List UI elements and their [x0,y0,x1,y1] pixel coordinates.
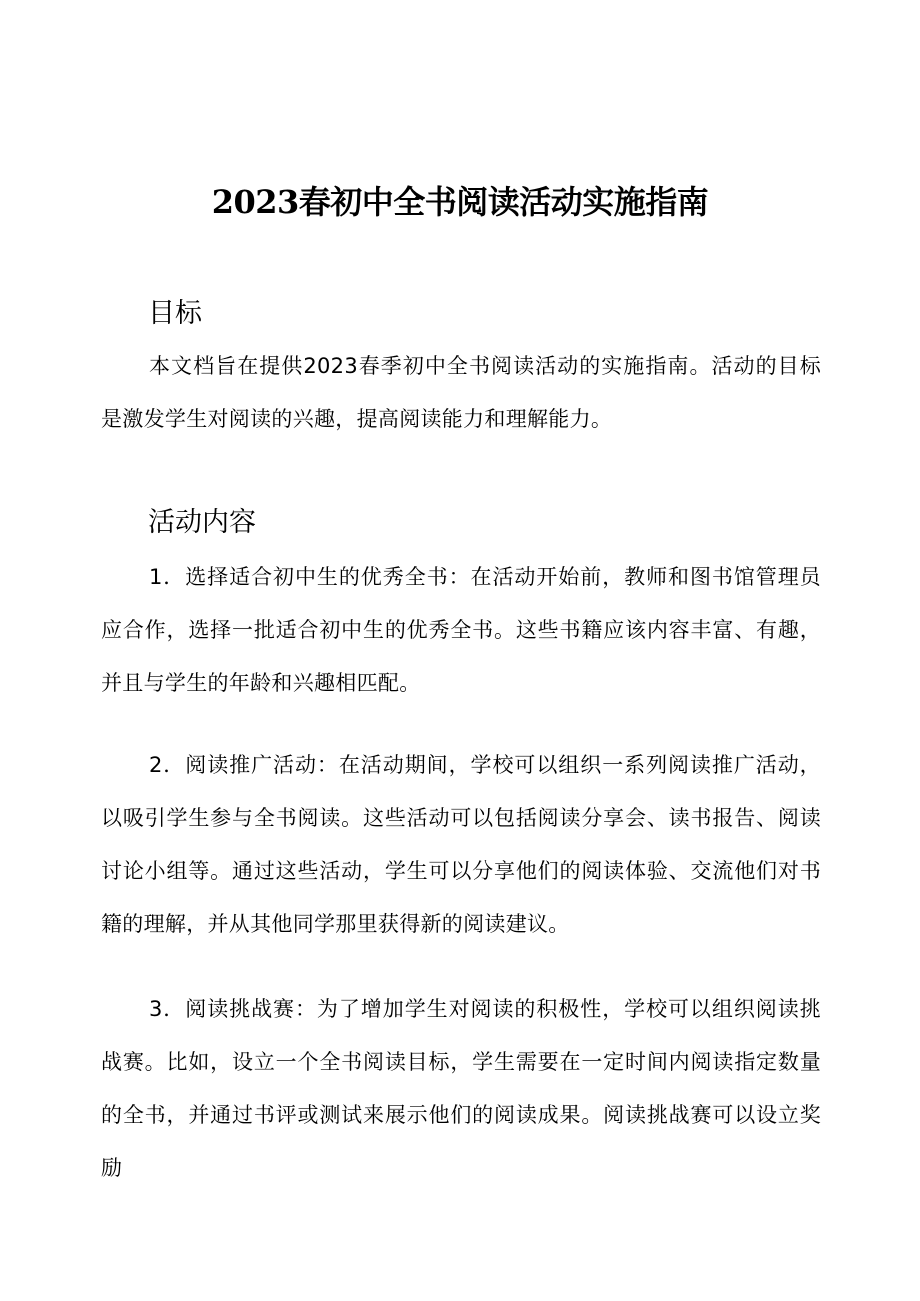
goal-paragraph: 本文档旨在提供2023春季初中全书阅读活动的实施指南。活动的目标是激发学生对阅读的兴趣，提高阅读能力和理解能力。 [101,354,821,431]
activity-item-1: 1．选择适合初中生的优秀全书：在活动开始前，教师和图书馆管理员应合作，选择一批适合初中生的优秀全书。这些书籍应该内容丰富、有趣，并且与学生的年龄和兴趣相匹配。 [101,565,821,695]
document-title: 2023春初中全书阅读活动实施指南 [211,183,709,221]
section-heading-activities: 活动内容 [148,507,256,538]
section-heading-goal: 目标 [148,298,202,329]
activity-item-2: 2．阅读推广活动：在活动期间，学校可以组织一系列阅读推广活动，以吸引学生参与全书阅读。这些活动可以包括阅读分享会、读书报告、阅读讨论小组等。通过这些活动，学生可以分享他们的阅读体验、交流他们对书籍的理解，并从其他同学那里获得新的阅读建议。 [101,753,821,936]
activity-item-3: 3．阅读挑战赛：为了增加学生对阅读的积极性，学校可以组织阅读挑战赛。比如，设立一个全书阅读目标，学生需要在一定时间内阅读指定数量的全书，并通过书评或测试来展示他们的阅读成果。阅读挑战赛可以设立奖励 [101,997,821,1180]
